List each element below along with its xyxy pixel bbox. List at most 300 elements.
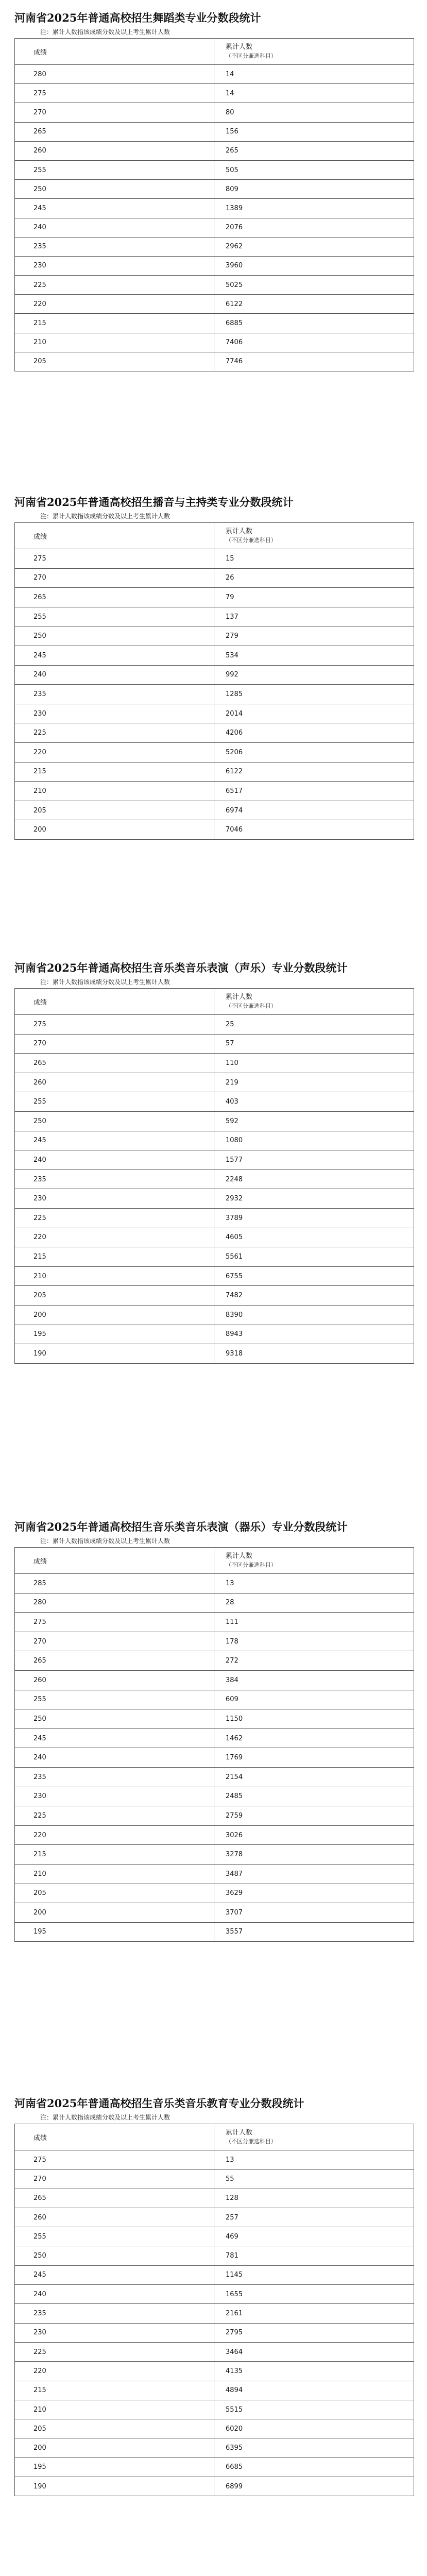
count-cell: 6974 <box>214 801 414 820</box>
score-table <box>14 2124 414 2496</box>
table-row <box>15 2400 414 2419</box>
count-cell: 8390 <box>214 1305 414 1325</box>
table-row <box>15 1709 414 1729</box>
count-cell: 2154 <box>214 1767 414 1787</box>
section-title: 河南省2025年普通高校招生舞蹈类专业分数段统计 <box>14 11 261 24</box>
column-header-count-label: 累计人数 <box>226 528 253 535</box>
table-row <box>15 2150 414 2170</box>
table-row <box>15 1787 414 1806</box>
score-cell: 255 <box>15 2227 214 2246</box>
count-cell: 156 <box>214 122 414 141</box>
score-cell: 265 <box>15 1651 214 1671</box>
table-row <box>15 2323 414 2342</box>
table-row <box>15 333 414 352</box>
score-cell: 195 <box>15 1922 214 1942</box>
score-cell: 215 <box>15 1845 214 1865</box>
table-row <box>15 84 414 103</box>
count-cell: 25 <box>214 1015 414 1035</box>
stat-section <box>14 1519 414 1942</box>
table-row <box>15 160 414 179</box>
section-title: 河南省2025年普通高校招生音乐类音乐教育专业分数段统计 <box>14 2097 304 2110</box>
score-cell: 220 <box>15 1228 214 1247</box>
count-cell: 5025 <box>214 276 414 295</box>
score-cell: 265 <box>15 588 214 607</box>
score-cell: 240 <box>15 665 214 685</box>
table-row <box>15 1690 414 1709</box>
score-cell: 240 <box>15 1748 214 1768</box>
table-row <box>15 256 414 275</box>
score-cell: 250 <box>15 180 214 199</box>
column-header-count-sub: （不区分兼选科目） <box>226 2138 277 2145</box>
count-cell: 2014 <box>214 704 414 723</box>
table-row <box>15 1015 414 1035</box>
count-cell: 7046 <box>214 820 414 840</box>
score-cell: 220 <box>15 295 214 314</box>
table-row <box>15 2362 414 2381</box>
count-cell: 6755 <box>214 1266 414 1286</box>
score-cell: 245 <box>15 199 214 218</box>
score-cell: 255 <box>15 607 214 626</box>
table-row <box>15 2304 414 2323</box>
table-row <box>15 276 414 295</box>
count-cell: 4135 <box>214 2362 414 2381</box>
score-cell: 245 <box>15 2265 214 2284</box>
count-cell: 6885 <box>214 314 414 333</box>
score-cell: 215 <box>15 2381 214 2400</box>
score-cell: 240 <box>15 1150 214 1170</box>
count-cell: 272 <box>214 1651 414 1671</box>
table-row <box>15 1131 414 1150</box>
score-cell: 270 <box>15 1632 214 1651</box>
table-row <box>15 782 414 801</box>
score-cell: 200 <box>15 2438 214 2458</box>
table-row <box>15 314 414 333</box>
score-cell: 225 <box>15 2342 214 2361</box>
count-cell: 592 <box>214 1111 414 1131</box>
count-cell: 3960 <box>214 256 414 275</box>
score-cell: 260 <box>15 141 214 160</box>
score-cell: 205 <box>15 2419 214 2438</box>
column-header-count <box>214 989 414 1015</box>
table-row <box>15 1903 414 1923</box>
score-cell: 230 <box>15 1787 214 1806</box>
count-cell: 111 <box>214 1613 414 1632</box>
score-cell: 235 <box>15 685 214 704</box>
count-cell: 4605 <box>214 1228 414 1247</box>
table-row <box>15 801 414 820</box>
score-cell: 235 <box>15 1767 214 1787</box>
score-cell: 220 <box>15 742 214 762</box>
count-cell: 384 <box>214 1670 414 1690</box>
column-header-count-sub: （不区分兼选科目） <box>226 53 277 59</box>
score-cell: 260 <box>15 1670 214 1690</box>
score-cell: 220 <box>15 2362 214 2381</box>
table-row <box>15 2285 414 2304</box>
section-note: 注：累计人数指该成绩分数及以上考生累计人数 <box>40 978 170 986</box>
table-row <box>15 1189 414 1209</box>
table-row <box>15 1170 414 1189</box>
table-row <box>15 742 414 762</box>
table-row <box>15 1651 414 1671</box>
count-cell: 7746 <box>214 352 414 371</box>
count-cell: 1285 <box>214 685 414 704</box>
count-cell: 1577 <box>214 1150 414 1170</box>
column-header-score: 成绩 <box>15 523 214 549</box>
count-cell: 2161 <box>214 2304 414 2323</box>
count-cell: 3487 <box>214 1864 414 1884</box>
score-cell: 230 <box>15 256 214 275</box>
table-row <box>15 103 414 122</box>
score-cell: 250 <box>15 626 214 646</box>
score-cell: 200 <box>15 1305 214 1325</box>
score-cell: 210 <box>15 2400 214 2419</box>
score-cell: 245 <box>15 646 214 665</box>
count-cell: 79 <box>214 588 414 607</box>
count-cell: 6122 <box>214 295 414 314</box>
score-cell: 275 <box>15 1015 214 1035</box>
table-row <box>15 1344 414 1364</box>
count-cell: 6395 <box>214 2438 414 2458</box>
score-cell: 205 <box>15 801 214 820</box>
stat-section <box>14 10 414 371</box>
table-row <box>15 1034 414 1054</box>
count-cell: 137 <box>214 607 414 626</box>
section-title: 河南省2025年普通高校招生音乐类音乐表演（声乐）专业分数段统计 <box>14 961 348 974</box>
count-cell: 1655 <box>214 2285 414 2304</box>
score-cell: 265 <box>15 2189 214 2208</box>
count-cell: 809 <box>214 180 414 199</box>
score-cell: 275 <box>15 2150 214 2170</box>
table-row <box>15 1150 414 1170</box>
table-row <box>15 1054 414 1073</box>
table-row <box>15 218 414 237</box>
table-row <box>15 1111 414 1131</box>
table-row <box>15 1748 414 1768</box>
stat-section <box>14 960 414 1364</box>
table-row <box>15 2227 414 2246</box>
score-cell: 275 <box>15 84 214 103</box>
section-title: 河南省2025年普通高校招生播音与主持类专业分数段统计 <box>14 496 294 509</box>
count-cell: 6020 <box>214 2419 414 2438</box>
count-cell: 3278 <box>214 1845 414 1865</box>
count-cell: 279 <box>214 626 414 646</box>
score-cell: 275 <box>15 549 214 569</box>
count-cell: 4894 <box>214 2381 414 2400</box>
score-cell: 270 <box>15 2170 214 2189</box>
count-cell: 3557 <box>214 1922 414 1942</box>
section-note: 注：累计人数指该成绩分数及以上考生累计人数 <box>40 1537 170 1545</box>
column-header-count <box>214 39 414 65</box>
table-header-row <box>15 523 414 549</box>
score-cell: 255 <box>15 1092 214 1112</box>
count-cell: 3629 <box>214 1884 414 1903</box>
count-cell: 265 <box>214 141 414 160</box>
score-table <box>14 38 414 371</box>
count-cell: 1080 <box>214 1131 414 1150</box>
table-row <box>15 568 414 588</box>
table-row <box>15 122 414 141</box>
count-cell: 5561 <box>214 1247 414 1267</box>
count-cell: 178 <box>214 1632 414 1651</box>
column-header-count <box>214 523 414 549</box>
table-row <box>15 626 414 646</box>
table-header-row <box>15 39 414 65</box>
score-cell: 225 <box>15 276 214 295</box>
score-cell: 260 <box>15 2208 214 2227</box>
table-row <box>15 1208 414 1228</box>
count-cell: 80 <box>214 103 414 122</box>
table-row <box>15 549 414 569</box>
score-cell: 215 <box>15 1247 214 1267</box>
stat-section <box>14 495 414 840</box>
count-cell: 609 <box>214 1690 414 1709</box>
table-row <box>15 1266 414 1286</box>
count-cell: 6685 <box>214 2458 414 2477</box>
count-cell: 110 <box>214 1054 414 1073</box>
section-note: 注：累计人数指该成绩分数及以上考生累计人数 <box>40 513 170 520</box>
score-cell: 215 <box>15 314 214 333</box>
table-row <box>15 685 414 704</box>
table-row <box>15 199 414 218</box>
count-cell: 3026 <box>214 1825 414 1845</box>
table-row <box>15 704 414 723</box>
score-cell: 250 <box>15 1111 214 1131</box>
score-cell: 210 <box>15 333 214 352</box>
table-row <box>15 2208 414 2227</box>
count-cell: 534 <box>214 646 414 665</box>
table-row <box>15 1728 414 1748</box>
table-row <box>15 2381 414 2400</box>
count-cell: 2795 <box>214 2323 414 2342</box>
count-cell: 1150 <box>214 1709 414 1729</box>
table-row <box>15 588 414 607</box>
column-header-count-label: 累计人数 <box>226 2129 253 2137</box>
table-row <box>15 1670 414 1690</box>
score-cell: 270 <box>15 103 214 122</box>
count-cell: 2076 <box>214 218 414 237</box>
count-cell: 6517 <box>214 782 414 801</box>
table-row <box>15 1286 414 1306</box>
count-cell: 781 <box>214 2246 414 2265</box>
count-cell: 128 <box>214 2189 414 2208</box>
table-row <box>15 2438 414 2458</box>
table-row <box>15 1613 414 1632</box>
table-row <box>15 180 414 199</box>
table-row <box>15 723 414 743</box>
count-cell: 2759 <box>214 1806 414 1826</box>
count-cell: 57 <box>214 1034 414 1054</box>
table-header-row <box>15 989 414 1015</box>
table-row <box>15 1593 414 1613</box>
table-row <box>15 665 414 685</box>
table-row <box>15 2458 414 2477</box>
score-cell: 225 <box>15 723 214 743</box>
column-header-score: 成绩 <box>15 1548 214 1574</box>
score-cell: 255 <box>15 1690 214 1709</box>
score-cell: 280 <box>15 65 214 84</box>
table-row <box>15 1632 414 1651</box>
count-cell: 992 <box>214 665 414 685</box>
score-cell: 225 <box>15 1806 214 1826</box>
table-row <box>15 607 414 626</box>
score-table <box>14 522 414 840</box>
score-cell: 230 <box>15 704 214 723</box>
table-row <box>15 2265 414 2284</box>
table-row <box>15 1325 414 1344</box>
column-header-count-label: 累计人数 <box>226 1552 253 1560</box>
column-header-count-label: 累计人数 <box>226 43 253 51</box>
count-cell: 6899 <box>214 2477 414 2496</box>
table-row <box>15 1228 414 1247</box>
score-cell: 205 <box>15 1884 214 1903</box>
score-cell: 275 <box>15 1613 214 1632</box>
table-row <box>15 65 414 84</box>
count-cell: 3789 <box>214 1208 414 1228</box>
count-cell: 2962 <box>214 237 414 256</box>
stat-section <box>14 2096 414 2496</box>
count-cell: 5206 <box>214 742 414 762</box>
table-row <box>15 352 414 371</box>
count-cell: 1462 <box>214 1728 414 1748</box>
table-row <box>15 2419 414 2438</box>
score-cell: 210 <box>15 1864 214 1884</box>
table-row <box>15 646 414 665</box>
count-cell: 1389 <box>214 199 414 218</box>
score-cell: 245 <box>15 1131 214 1150</box>
table-row <box>15 1845 414 1865</box>
count-cell: 403 <box>214 1092 414 1112</box>
score-cell: 200 <box>15 820 214 840</box>
table-row <box>15 1574 414 1594</box>
score-cell: 265 <box>15 122 214 141</box>
count-cell: 14 <box>214 84 414 103</box>
score-cell: 210 <box>15 1266 214 1286</box>
count-cell: 2248 <box>214 1170 414 1189</box>
count-cell: 14 <box>214 65 414 84</box>
count-cell: 7406 <box>214 333 414 352</box>
score-cell: 225 <box>15 1208 214 1228</box>
score-cell: 245 <box>15 1728 214 1748</box>
score-cell: 260 <box>15 1073 214 1092</box>
score-cell: 265 <box>15 1054 214 1073</box>
count-cell: 3464 <box>214 2342 414 2361</box>
score-cell: 240 <box>15 2285 214 2304</box>
table-row <box>15 1092 414 1112</box>
score-cell: 200 <box>15 1903 214 1923</box>
score-cell: 255 <box>15 160 214 179</box>
score-cell: 240 <box>15 218 214 237</box>
table-row <box>15 2170 414 2189</box>
table-row <box>15 295 414 314</box>
score-cell: 190 <box>15 1344 214 1364</box>
count-cell: 257 <box>214 2208 414 2227</box>
count-cell: 1145 <box>214 2265 414 2284</box>
score-cell: 205 <box>15 1286 214 1306</box>
score-cell: 235 <box>15 2304 214 2323</box>
score-cell: 215 <box>15 762 214 782</box>
count-cell: 3707 <box>214 1903 414 1923</box>
column-header-count-sub: （不区分兼选科目） <box>226 1562 277 1568</box>
score-cell: 210 <box>15 782 214 801</box>
table-row <box>15 2246 414 2265</box>
column-header-score: 成绩 <box>15 2124 214 2150</box>
count-cell: 55 <box>214 2170 414 2189</box>
count-cell: 7482 <box>214 1286 414 1306</box>
table-row <box>15 141 414 160</box>
count-cell: 5515 <box>214 2400 414 2419</box>
table-row <box>15 1825 414 1845</box>
score-cell: 250 <box>15 1709 214 1729</box>
column-header-count <box>214 1548 414 1574</box>
count-cell: 2932 <box>214 1189 414 1209</box>
score-cell: 250 <box>15 2246 214 2265</box>
section-title: 河南省2025年普通高校招生音乐类音乐表演（器乐）专业分数段统计 <box>14 1520 348 1533</box>
score-table <box>14 1547 414 1942</box>
column-header-score: 成绩 <box>15 989 214 1015</box>
count-cell: 4206 <box>214 723 414 743</box>
score-cell: 280 <box>15 1593 214 1613</box>
score-cell: 195 <box>15 2458 214 2477</box>
score-cell: 270 <box>15 1034 214 1054</box>
table-row <box>15 820 414 840</box>
table-row <box>15 1767 414 1787</box>
table-row <box>15 2342 414 2361</box>
table-row <box>15 1864 414 1884</box>
count-cell: 505 <box>214 160 414 179</box>
column-header-count-sub: （不区分兼选科目） <box>226 537 277 544</box>
table-row <box>15 762 414 782</box>
count-cell: 13 <box>214 2150 414 2170</box>
column-header-score: 成绩 <box>15 39 214 65</box>
score-cell: 190 <box>15 2477 214 2496</box>
table-row <box>15 1247 414 1267</box>
count-cell: 469 <box>214 2227 414 2246</box>
score-cell: 270 <box>15 568 214 588</box>
score-cell: 220 <box>15 1825 214 1845</box>
table-row <box>15 1305 414 1325</box>
table-row <box>15 1922 414 1942</box>
table-row <box>15 2189 414 2208</box>
count-cell: 9318 <box>214 1344 414 1364</box>
count-cell: 15 <box>214 549 414 569</box>
score-cell: 285 <box>15 1574 214 1594</box>
score-table <box>14 988 414 1364</box>
section-note: 注：累计人数指该成绩分数及以上考生累计人数 <box>40 2114 170 2121</box>
column-header-count-label: 累计人数 <box>226 993 253 1001</box>
score-cell: 205 <box>15 352 214 371</box>
table-header-row <box>15 1548 414 1574</box>
column-header-count-sub: （不区分兼选科目） <box>226 1003 277 1009</box>
count-cell: 28 <box>214 1593 414 1613</box>
count-cell: 6122 <box>214 762 414 782</box>
count-cell: 26 <box>214 568 414 588</box>
score-cell: 230 <box>15 2323 214 2342</box>
table-row <box>15 1073 414 1092</box>
column-header-count <box>214 2124 414 2150</box>
score-cell: 235 <box>15 237 214 256</box>
section-note: 注：累计人数指该成绩分数及以上考生累计人数 <box>40 28 170 36</box>
score-cell: 235 <box>15 1170 214 1189</box>
count-cell: 1769 <box>214 1748 414 1768</box>
table-header-row <box>15 2124 414 2150</box>
table-row <box>15 237 414 256</box>
table-row <box>15 1884 414 1903</box>
table-row <box>15 2477 414 2496</box>
score-cell: 230 <box>15 1189 214 1209</box>
score-cell: 195 <box>15 1325 214 1344</box>
count-cell: 2485 <box>214 1787 414 1806</box>
count-cell: 8943 <box>214 1325 414 1344</box>
